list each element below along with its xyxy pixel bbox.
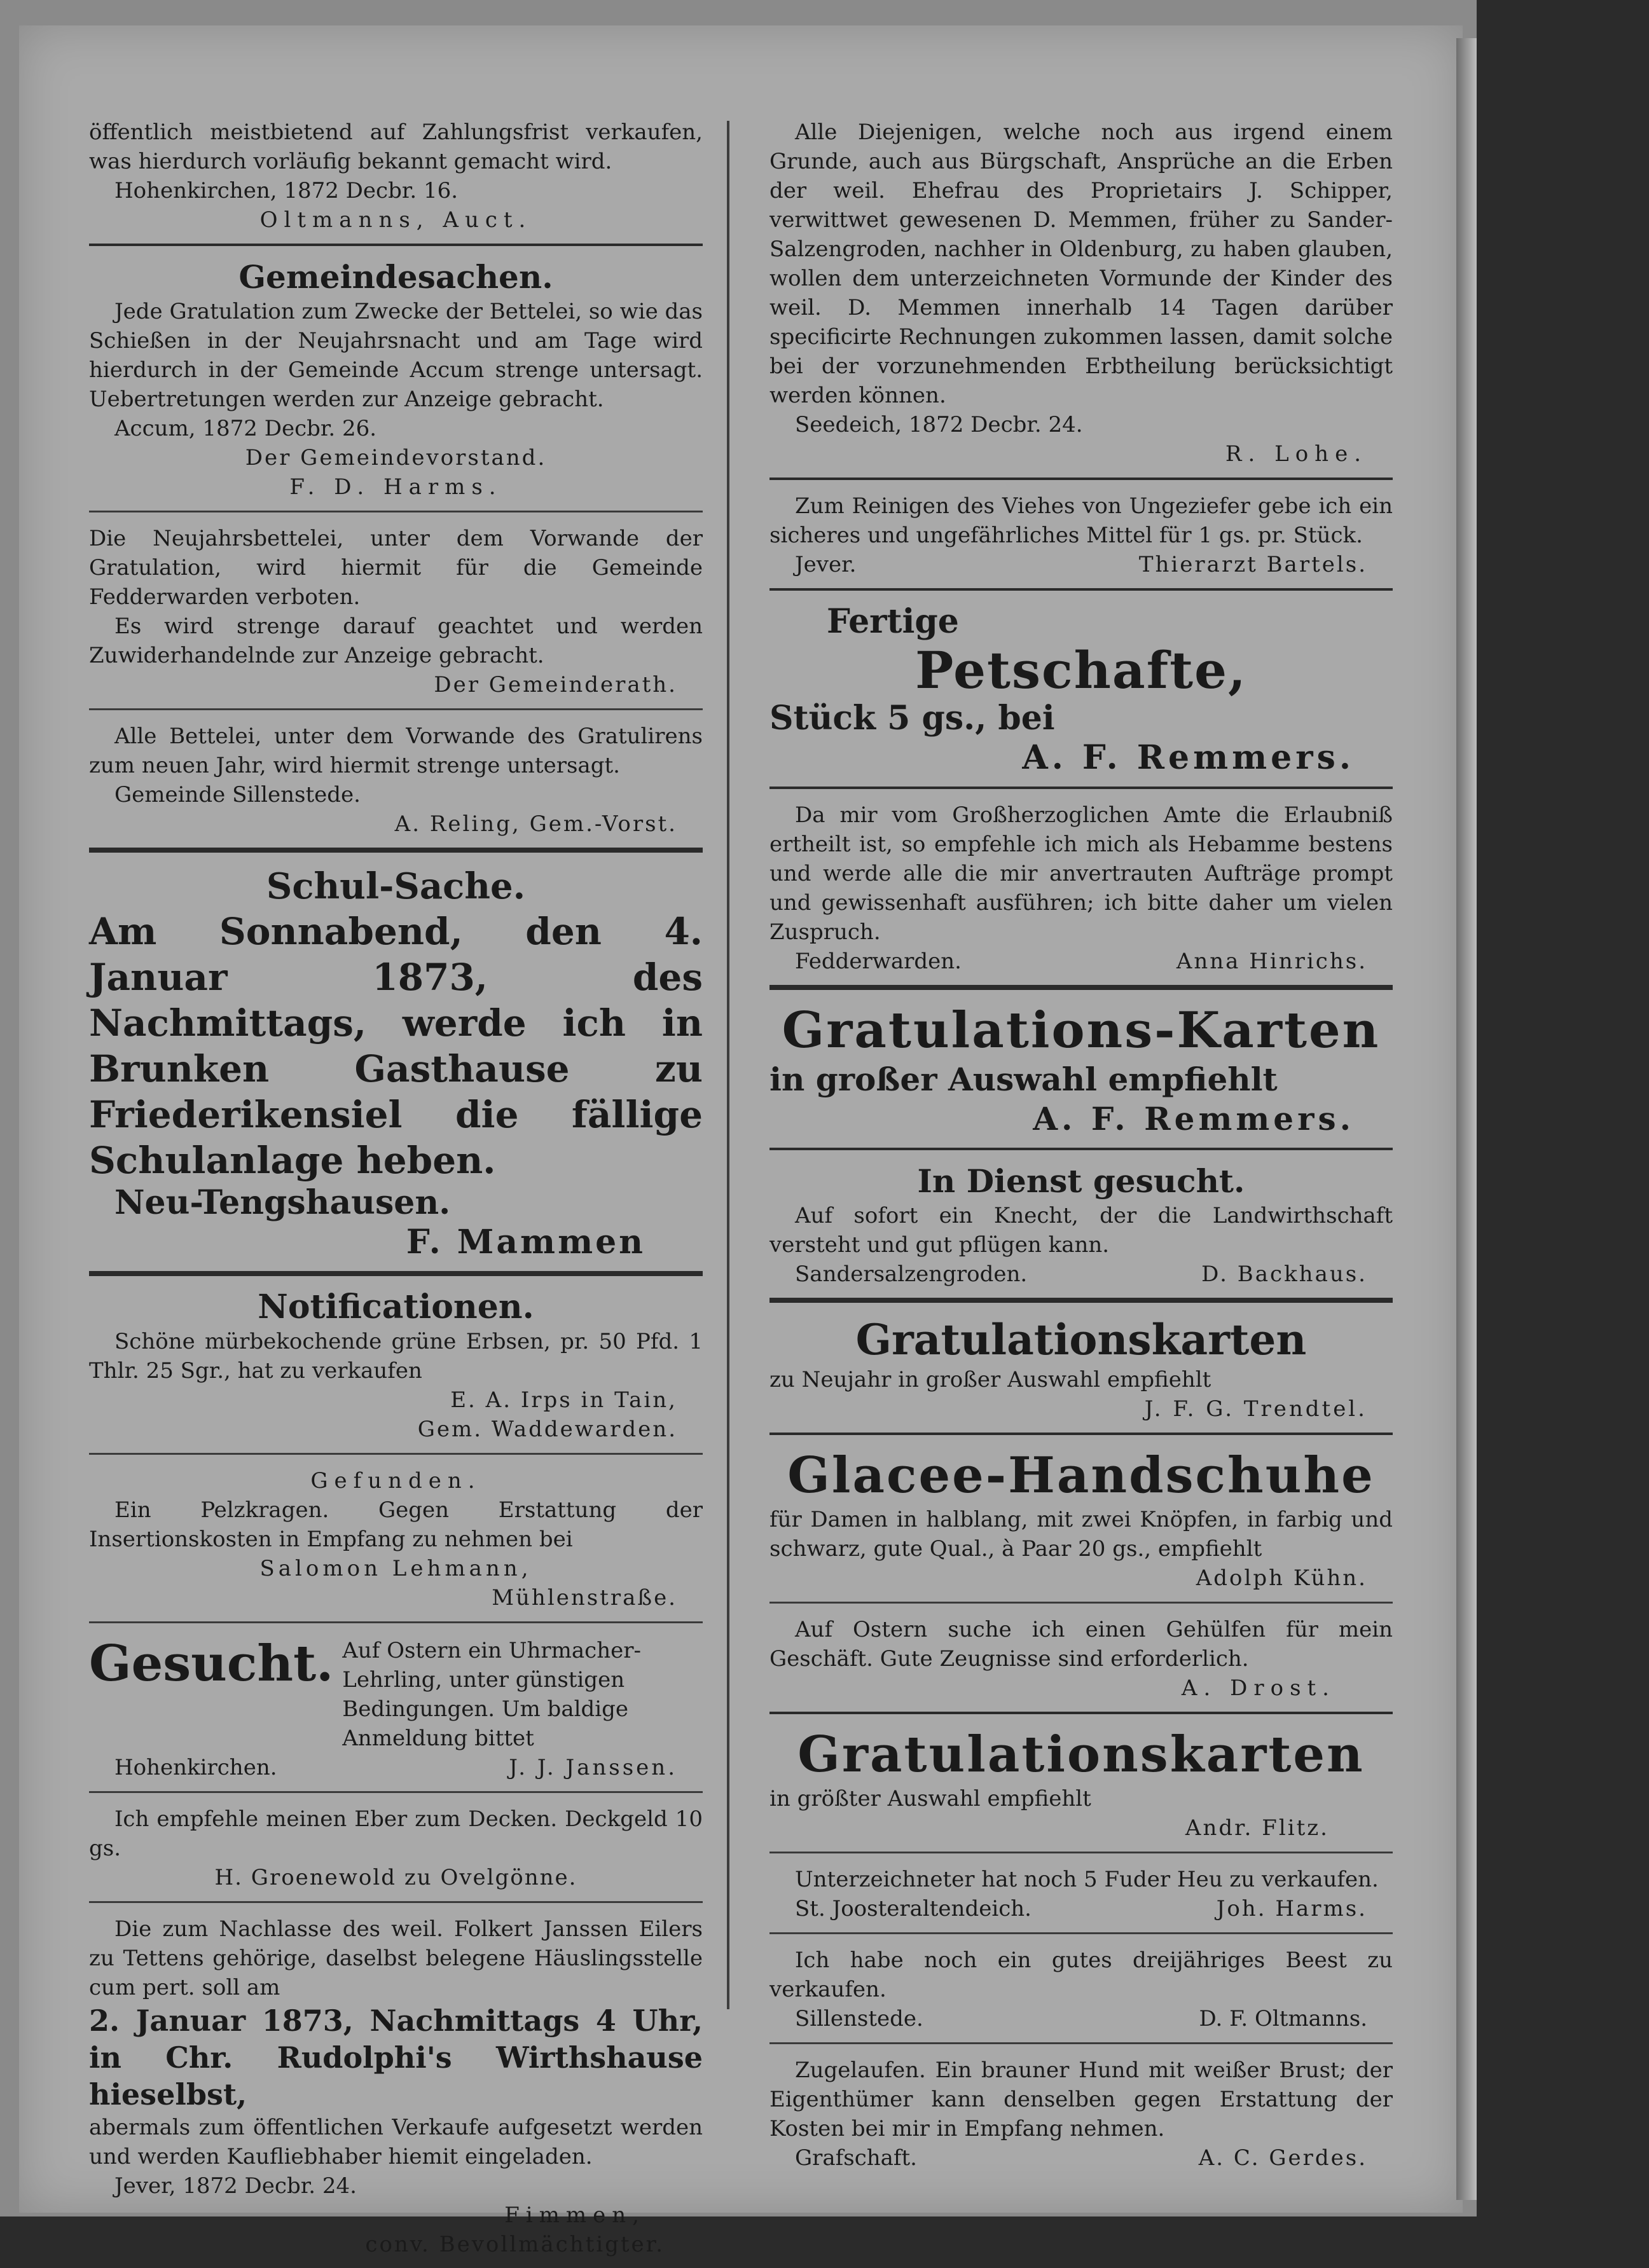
place-date: Jever, 1872 Decbr. 24. [114, 2173, 357, 2199]
ad-heading: Gratulationskarten [855, 1315, 1307, 1364]
signature: D. F. Oltmanns. [1199, 2006, 1367, 2031]
place: Sillenstede. [795, 2006, 923, 2031]
ad-text: Jede Gratulation zum Zwecke der Bettelei, so wie das Schießen in der Neujahrsnacht und am Tage wird hierdurch in der Gemeinde Accum strenge untersagt. Uebertretungen werden zur Anzeige gebracht. [89, 299, 703, 412]
signature: D. Backhaus. [1201, 1261, 1367, 1287]
ad-gratulationskarten-trendtel [769, 1314, 1393, 1424]
ad-nachlass-janssen [89, 1914, 703, 2259]
left-column [89, 118, 703, 2268]
ad-text: Unterzeichneter hat noch 5 Fuder Heu zu verkaufen. [795, 1867, 1379, 1892]
ad-heading: Gemeindesachen. [238, 258, 553, 296]
place: Grafschaft. [795, 2145, 917, 2171]
ad-gehuelfen [769, 1615, 1393, 1703]
divider [89, 1453, 703, 1455]
ad-bettelei-sillenstede [89, 722, 703, 839]
ad-zugelaufen [769, 2056, 1393, 2173]
place-signature-row [769, 2004, 1393, 2033]
ad-petschafte [769, 602, 1393, 778]
ad-text: Auf Ostern suche ich einen Gehülfen für mein Geschäft. Gute Zeugnisse sind erforderlich. [769, 1617, 1393, 1672]
signature: Thierarzt Bartels. [1138, 552, 1367, 577]
ad-text: abermals zum öffentlichen Verkaufe aufgesetzt werden und werden Kaufliebhaber hiemit eingeladen. [89, 2115, 703, 2169]
signature: Fimmen, [504, 2203, 645, 2228]
divider [769, 787, 1393, 789]
ad-text: Zugelaufen. Ein brauner Hund mit weißer Brust; der Eigenthümer kann denselben gegen Erstattung der Kosten bei mir in Empfang nehmen. [769, 2058, 1393, 2141]
ad-heading: Gesucht. [89, 1635, 334, 1693]
divider [769, 985, 1393, 990]
signature: Gem. Waddewarden. [417, 1417, 677, 1442]
signature: A. F. Remmers. [1022, 738, 1355, 777]
signature: R. Lohe. [1225, 441, 1367, 467]
ad-text: Schöne mürbekochende grüne Erbsen, pr. 50 Pfd. 1 Thlr. 25 Sgr., hat zu verkaufen [89, 1329, 703, 1384]
ad-auction-hohenkirchen [89, 118, 703, 235]
place: Hohenkirchen. [114, 1755, 277, 1780]
ad-text: Am Sonnabend, den 4. Januar 1873, des Nachmittags, werde ich in Brunken Gasthause zu Friederikensiel die fällige Schulanlage heben. [89, 910, 703, 1182]
signature: H. Groenewold zu Ovelgönne. [214, 1865, 577, 1890]
ad-text: Da mir vom Großherzoglichen Amte die Erlaubniß ertheilt ist, so empfehle ich mich als Hebamme bestens und werde alle die mir anvertrauten Aufträge prompt und gewissenhaft ausführen; ich bitte daher um vielen Zuspruch. [769, 802, 1393, 945]
place: Fedderwarden. [795, 949, 962, 974]
ad-heading: Glacee-Handschuhe [787, 1447, 1375, 1504]
ad-text: Auf sofort ein Knecht, der die Landwirthschaft versteht und gut pflügen kann. [769, 1203, 1393, 1258]
divider [769, 1852, 1393, 1853]
ad-schul-sache [89, 864, 703, 1262]
divider [89, 1901, 703, 1903]
ad-text: zu Neujahr in großer Auswahl empfiehlt [769, 1367, 1211, 1392]
ad-text: Zum Reinigen des Viehes von Ungeziefer gebe ich ein sicheres und ungefährliches Mittel für 1 gs. pr. Stück. [769, 493, 1393, 548]
ad-heading: Gratulationskarten [797, 1726, 1365, 1783]
ad-text: für Damen in halblang, mit zwei Knöpfen, in farbig und schwarz, gute Qual., à Paar 20 gs., empfiehlt [769, 1507, 1393, 1562]
signature: F. D. Harms. [289, 474, 502, 500]
right-column [769, 118, 1393, 2182]
ad-beest [769, 1946, 1393, 2033]
signature: A. F. Remmers. [1033, 1100, 1355, 1137]
divider [89, 244, 703, 246]
divider [769, 1602, 1393, 1604]
place: Jever. [795, 552, 857, 577]
divider [769, 1148, 1393, 1150]
signature: Oltmanns, Auct. [259, 207, 532, 233]
ad-memmen-erben [769, 118, 1393, 469]
signature: Der Gemeinderath. [434, 672, 677, 698]
place: Gemeinde Sillenstede. [114, 782, 361, 808]
signature: A. Reling, Gem.-Vorst. [394, 811, 677, 837]
divider [89, 1271, 703, 1276]
divider [89, 511, 703, 512]
place-signature-row [769, 1894, 1393, 1923]
ad-ungeziefer [769, 491, 1393, 579]
ad-text: Ich empfehle meinen Eber zum Decken. Deckgeld 10 gs. [89, 1806, 703, 1861]
place-signature-row [769, 550, 1393, 579]
ad-text: Auf Ostern ein Uhrmacher-Lehrling, unter günstigen Bedingungen. Um baldige Anmeldung bittet [342, 1638, 641, 1751]
ad-heading: Petschafte, [915, 640, 1247, 700]
ad-gratulations-karten-remmers [769, 1001, 1393, 1139]
place-date: Hohenkirchen, 1872 Decbr. 16. [114, 178, 459, 203]
divider [89, 1621, 703, 1623]
ad-line: Stück 5 gs., bei [769, 699, 1055, 738]
divider [769, 588, 1393, 591]
ad-hebamme [769, 801, 1393, 976]
ad-gesucht [89, 1635, 703, 1782]
divider [769, 478, 1393, 480]
divider [89, 1791, 703, 1793]
ad-text: öffentlich meistbietend auf Zahlungsfrist verkaufen, was hierdurch vorläufig bekannt gemacht wird. [89, 120, 703, 174]
place: Neu-Tengshausen. [114, 1183, 451, 1222]
place: Sandersalzengroden. [795, 1261, 1028, 1287]
signature: Joh. Harms. [1216, 1896, 1367, 1921]
signature: Mühlenstraße. [492, 1585, 677, 1611]
signature: Anna Hinrichs. [1176, 949, 1367, 974]
divider [769, 1433, 1393, 1435]
ad-eber [89, 1804, 703, 1892]
ad-heading: Gratulations-Karten [782, 1001, 1381, 1059]
signature: A. Drost. [1181, 1675, 1335, 1701]
place: St. Joosteraltendeich. [795, 1896, 1031, 1921]
ad-text: Ich habe noch ein gutes dreijähriges Beest zu verkaufen. [769, 1948, 1393, 2002]
scan-background [1477, 0, 1649, 2216]
place-signature-row [769, 1260, 1393, 1289]
ad-text: Alle Bettelei, unter dem Vorwande des Gratulirens zum neuen Jahr, wird hiermit strenge untersagt. [89, 724, 703, 778]
ad-line: Fertige [827, 602, 959, 641]
signature: E. A. Irps in Tain, [450, 1387, 677, 1413]
signature: Der Gemeindevorstand. [245, 445, 547, 471]
divider [89, 708, 703, 710]
ad-in-dienst-gesucht [769, 1162, 1393, 1289]
signature: J. F. G. Trendtel. [1144, 1396, 1367, 1422]
gesucht-block [89, 1635, 703, 1753]
ad-text: Es wird strenge darauf geachtet und werden Zuwiderhandelnde zur Anzeige gebracht. [89, 614, 703, 668]
page-gutter [1456, 38, 1477, 2200]
ad-heading: Schul-Sache. [266, 865, 526, 907]
divider [769, 1712, 1393, 1714]
ad-text: Alle Diejenigen, welche noch aus irgend einem Grunde, auch aus Bürgschaft, Ansprüche an die Erben der weil. Ehefrau des Proprietairs J. Schipper, verwittwet gewesenen D. Memmen, früher zu Sander-Salzengroden, nachher in Oldenburg, zu haben glauben, wollen dem unterzeichneten Vormunde der Kinder des weil. D. Memmen innerhalb 14 Tagen darüber specificirte Rechnungen zukommen lassen, damit solche bei der vorzunehmenden Erbtheilung berücksichtigt werden können. [769, 120, 1393, 408]
ad-heading: Gefunden. [310, 1468, 481, 1494]
place-signature-row [89, 1753, 703, 1782]
ad-heading: In Dienst gesucht. [917, 1162, 1245, 1200]
ad-gratulationskarten-flitz [769, 1726, 1393, 1843]
ad-gemeindesachen [89, 258, 703, 502]
ad-highlight: 2. Januar 1873, Nachmittags 4 Uhr, in Chr. Rudolphi's Wirthshause hieselbst, [89, 2003, 703, 2112]
ad-text: in größter Auswahl empfiehlt [769, 1786, 1091, 1811]
signature: Salomon Lehmann, [259, 1556, 532, 1581]
ad-text: in großer Auswahl empfiehlt [769, 1061, 1278, 1098]
ad-heading: Notificationen. [258, 1288, 534, 1326]
ad-text: Die Neujahrsbettelei, unter dem Vorwande der Gratulation, wird hiermit für die Gemeinde Fedderwarden verboten. [89, 526, 703, 610]
place-signature-row [769, 2143, 1393, 2173]
ad-gefunden [89, 1466, 703, 1612]
ad-text: Die zum Nachlasse des weil. Folkert Janssen Eilers zu Tettens gehörige, daselbst belegene Häuslingsstelle cum pert. soll am [89, 1916, 703, 2000]
signature: F. Mammen [406, 1223, 645, 1261]
divider [769, 1932, 1393, 1934]
ad-notificationen [89, 1288, 703, 1444]
ad-glacee-handschuhe [769, 1447, 1393, 1593]
signature: conv. Bevollmächtigter. [365, 2232, 665, 2257]
signature: Andr. Flitz. [1185, 1815, 1329, 1841]
place-signature-row [769, 947, 1393, 976]
signature: Adolph Kühn. [1196, 1565, 1367, 1591]
place-date: Seedeich, 1872 Decbr. 24. [795, 412, 1083, 437]
divider [89, 848, 703, 853]
column-divider [727, 121, 729, 2009]
ad-text: Ein Pelzkragen. Gegen Erstattung der Insertionskosten in Empfang zu nehmen bei [89, 1497, 703, 1552]
divider [769, 2042, 1393, 2044]
divider [769, 1298, 1393, 1303]
ad-neujahrsbettelei [89, 524, 703, 699]
signature: A. C. Gerdes. [1198, 2145, 1367, 2171]
ad-heu [769, 1865, 1393, 1923]
place-date: Accum, 1872 Decbr. 26. [114, 416, 377, 441]
signature: J. J. Janssen. [509, 1755, 677, 1780]
